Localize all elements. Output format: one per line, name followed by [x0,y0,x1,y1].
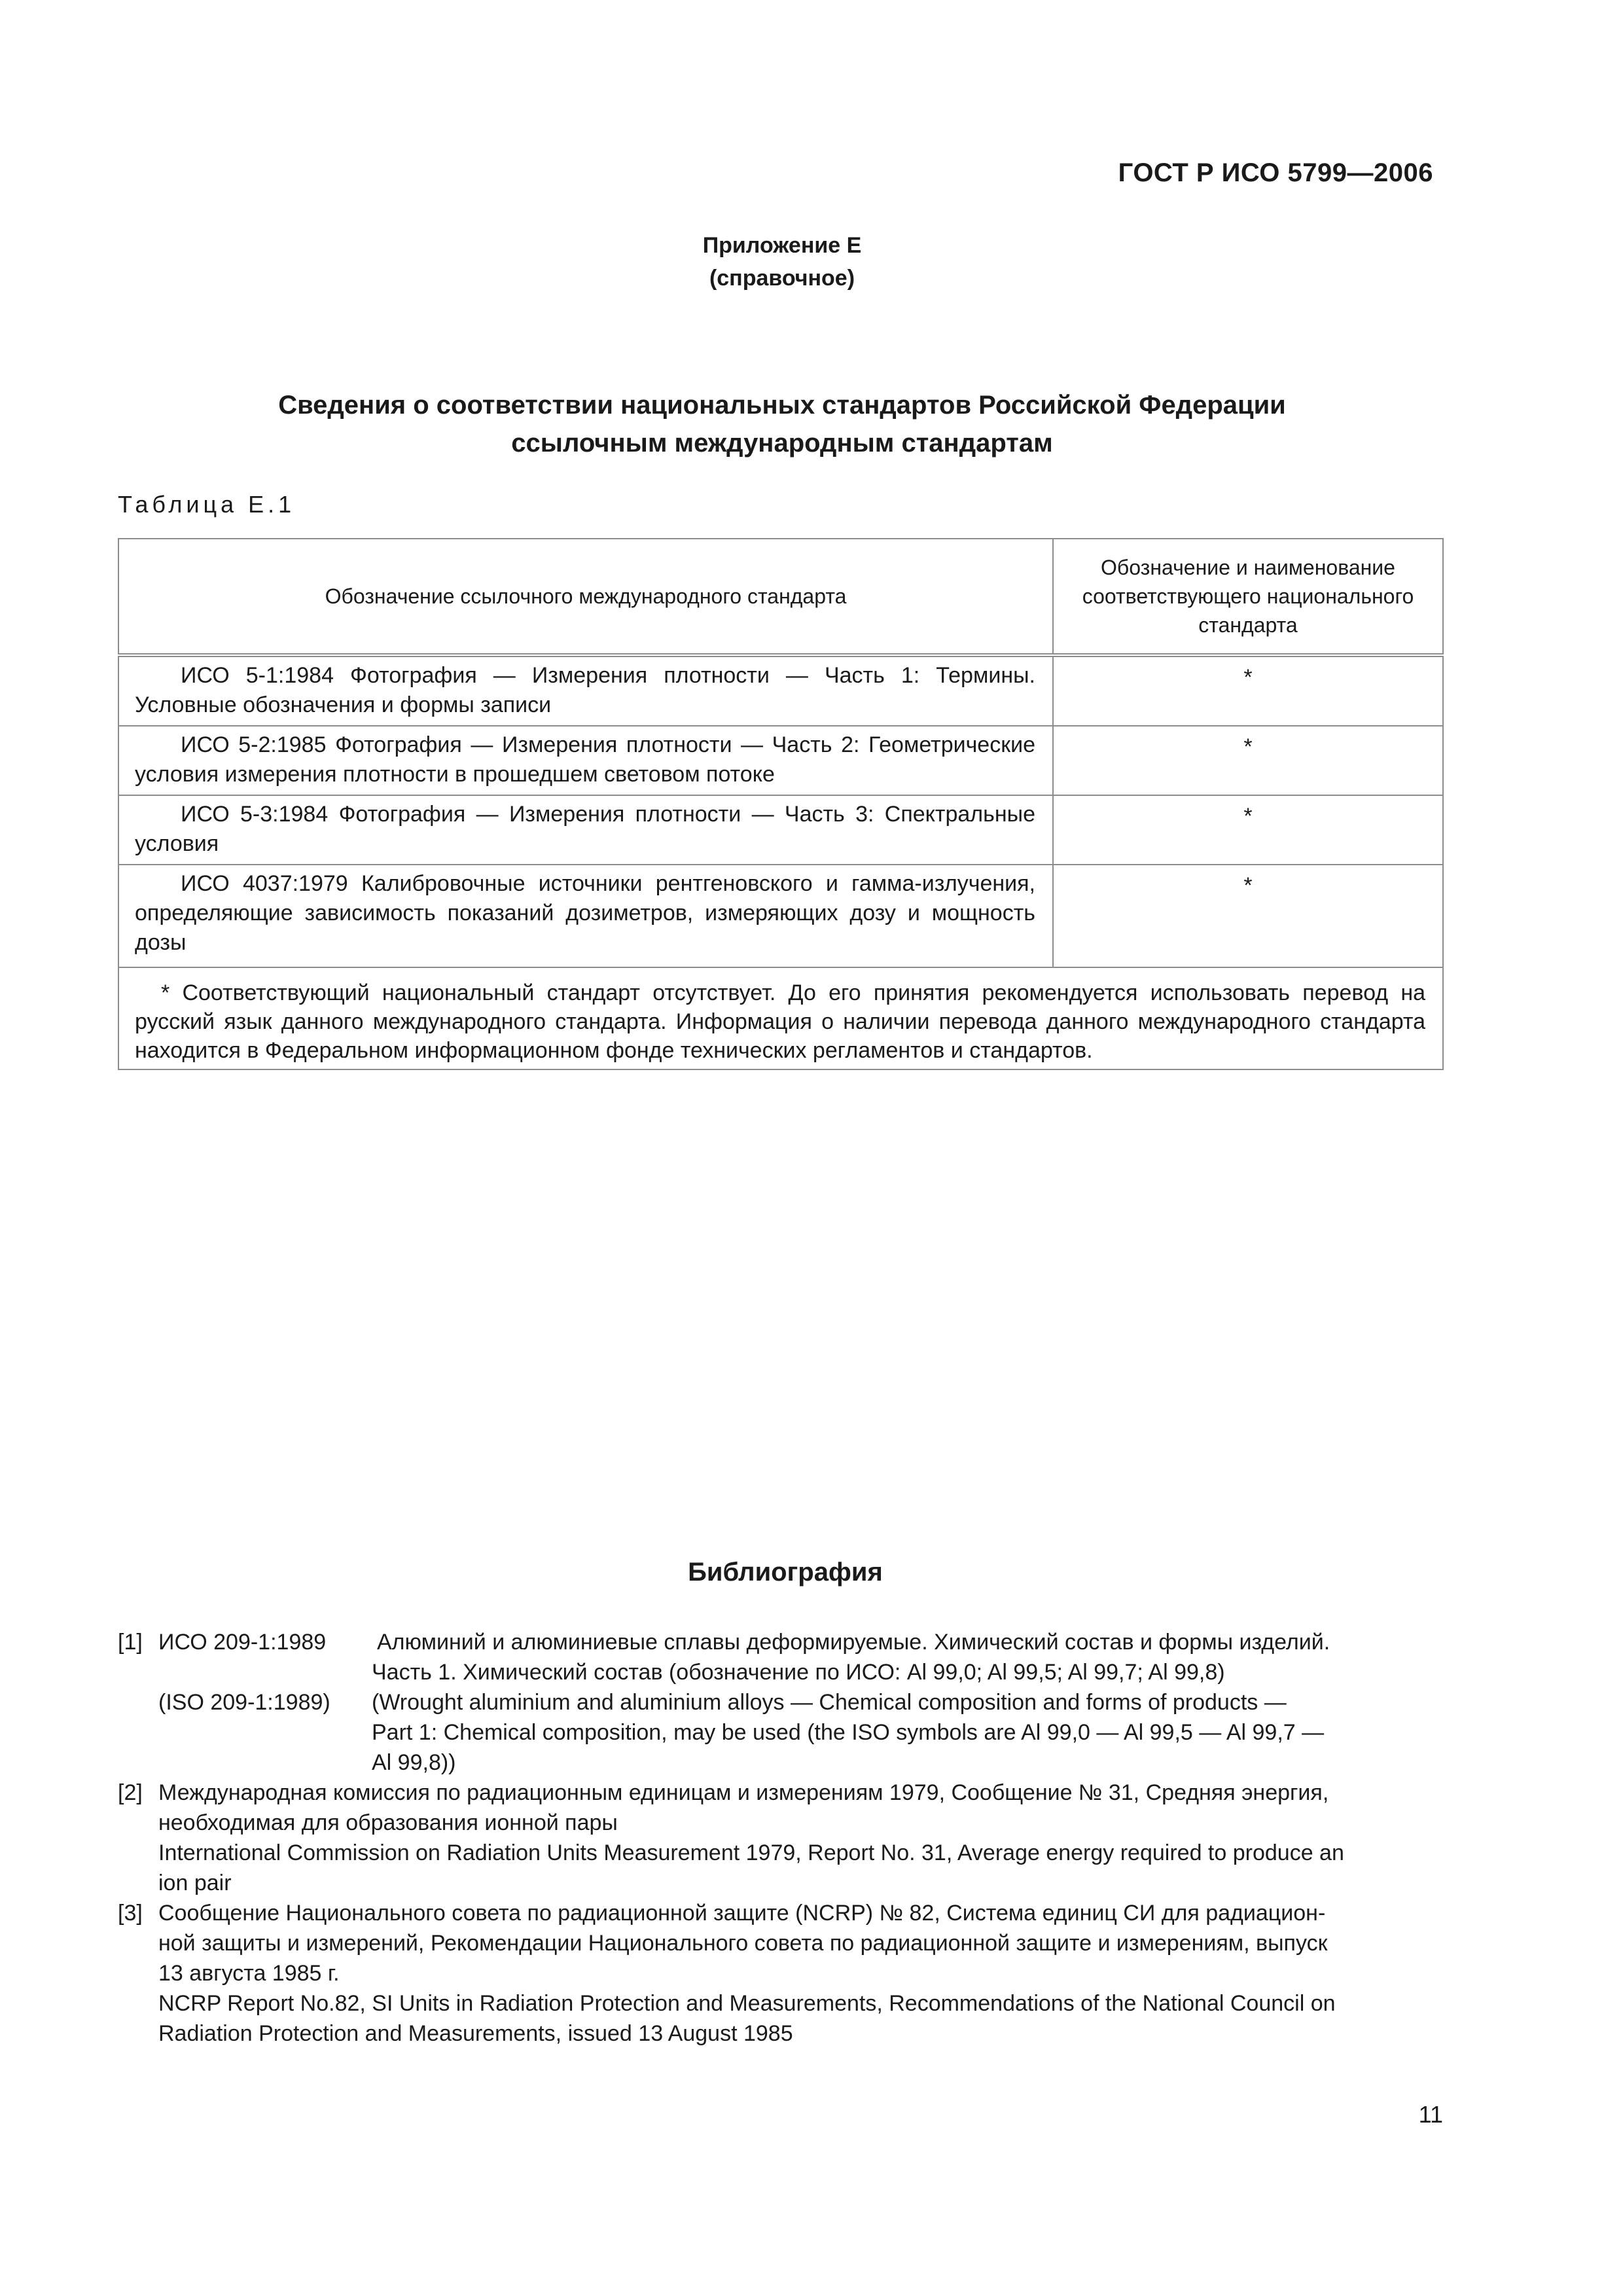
column-header-international: Обозначение ссылочного международного стандарта [118,539,1053,655]
entry-text-en-line2: Part 1: Chemical composition, may be used (the ISO symbols are Al 99,0 — Al 99,5 — Al 99,7 — [372,1720,1325,1745]
table-cell-reference: ИСО 5-1:1984 Фотография — Измерения плотности — Часть 1: Термины. Условные обозначения и формы записи [118,655,1053,726]
entry-en-line1: International Commission on Radiation Units Measurement 1979, Report No. 31, Average energy required to produce an [158,1840,1344,1865]
table-footnote-row [118,967,1443,1069]
entry-en-line1: NCRP Report No.82, SI Units in Radiation Protection and Measurements, Recommendations of the National Council on [158,1991,1336,2016]
entry-text-ru-line2: Часть 1. Химический состав (обозначение по ИСО: Al 99,0; Al 99,5; Al 99,7; Al 99,8) [372,1660,1225,1685]
bibliography-entry-1 [118,1627,1442,1778]
section-title [0,386,1564,462]
table-row [118,865,1443,967]
section-title-line1: Сведения о соответствии национальных стандартов Российской Федерации [278,391,1286,420]
table-row [118,726,1443,795]
table-cell-national: * [1053,655,1443,726]
table-cell-reference: ИСО 5-3:1984 Фотография — Измерения плотности — Часть 3: Спектральные условия [118,795,1053,865]
table-row [118,655,1443,726]
entry-ru-line2: ной защиты и измерений, Рекомендации Национального совета по радиационной защите и измерениям, выпуск [158,1931,1328,1956]
table-cell-national: * [1053,865,1443,967]
entry-number: [1] [118,1630,143,1655]
entry-number: [2] [118,1780,143,1805]
bibliography-entry-2 [118,1778,1442,1902]
entry-ru-line3: 13 августа 1985 г. [158,1961,340,1986]
entry-ru-line1: Сообщение Национального совета по радиационной защите (NCRP) № 82, Система единиц СИ для радиацион- [158,1901,1326,1926]
entry-ru-line2: необходимая для образования ионной пары [158,1810,618,1835]
table-footnote: * Соответствующий национальный стандарт отсутствует. До его принятия рекомендуется использовать перевод на русский язык данного международного стандарта. Информация о наличии перевода данного международного стандарта находится в Федеральном информационном фонде технических регламентов и стандартов. [118,967,1443,1069]
table-cell-national: * [1053,726,1443,795]
bibliography-entry-3 [118,1898,1442,2055]
entry-text-en-line1: (Wrought aluminium and aluminium alloys — Chemical composition and forms of products — [372,1690,1287,1715]
standards-correspondence-table [118,538,1444,1070]
table-header-row [118,539,1443,655]
entry-code: ИСО 209-1:1989 [158,1630,327,1655]
entry-text-en-line3: Al 99,8)) [372,1750,456,1775]
appendix-heading [0,229,1564,295]
entry-number: [3] [118,1901,143,1926]
table-row [118,795,1443,865]
page-number: 11 [1418,2101,1443,2128]
appendix-title: Приложение Е [702,233,862,258]
table-label: Таблица Е.1 [118,491,296,518]
table-cell-reference: ИСО 5-2:1985 Фотография — Измерения плотности — Часть 2: Геометрические условия измерения плотности в прошедшем световом потоке [118,726,1053,795]
entry-code-en: (ISO 209-1:1989) [158,1690,330,1715]
bibliography-title: Библиография [688,1558,883,1587]
entry-text-ru-line1: Алюминий и алюминиевые сплавы деформируемые. Химический состав и формы изделий. [377,1630,1330,1655]
appendix-subtitle: (справочное) [709,266,855,291]
column-header-national: Обозначение и наименование соответствующего национального стандарта [1053,539,1443,655]
entry-en-line2: Radiation Protection and Measurements, issued 13 August 1985 [158,2021,793,2046]
entry-en-line2: ion pair [158,1871,232,1895]
table-cell-reference: ИСО 4037:1979 Калибровочные источники рентгеновского и гамма-излучения, определяющие зависимость показаний дозиметров, измеряющих дозу и мощность дозы [118,865,1053,967]
table-cell-national: * [1053,795,1443,865]
entry-ru-line1: Международная комиссия по радиационным единицам и измерениям 1979, Сообщение № 31, Средняя энергия, [158,1780,1329,1805]
document-id: ГОСТ Р ИСО 5799—2006 [1118,158,1433,187]
section-title-line2: ссылочным международным стандартам [511,429,1053,457]
